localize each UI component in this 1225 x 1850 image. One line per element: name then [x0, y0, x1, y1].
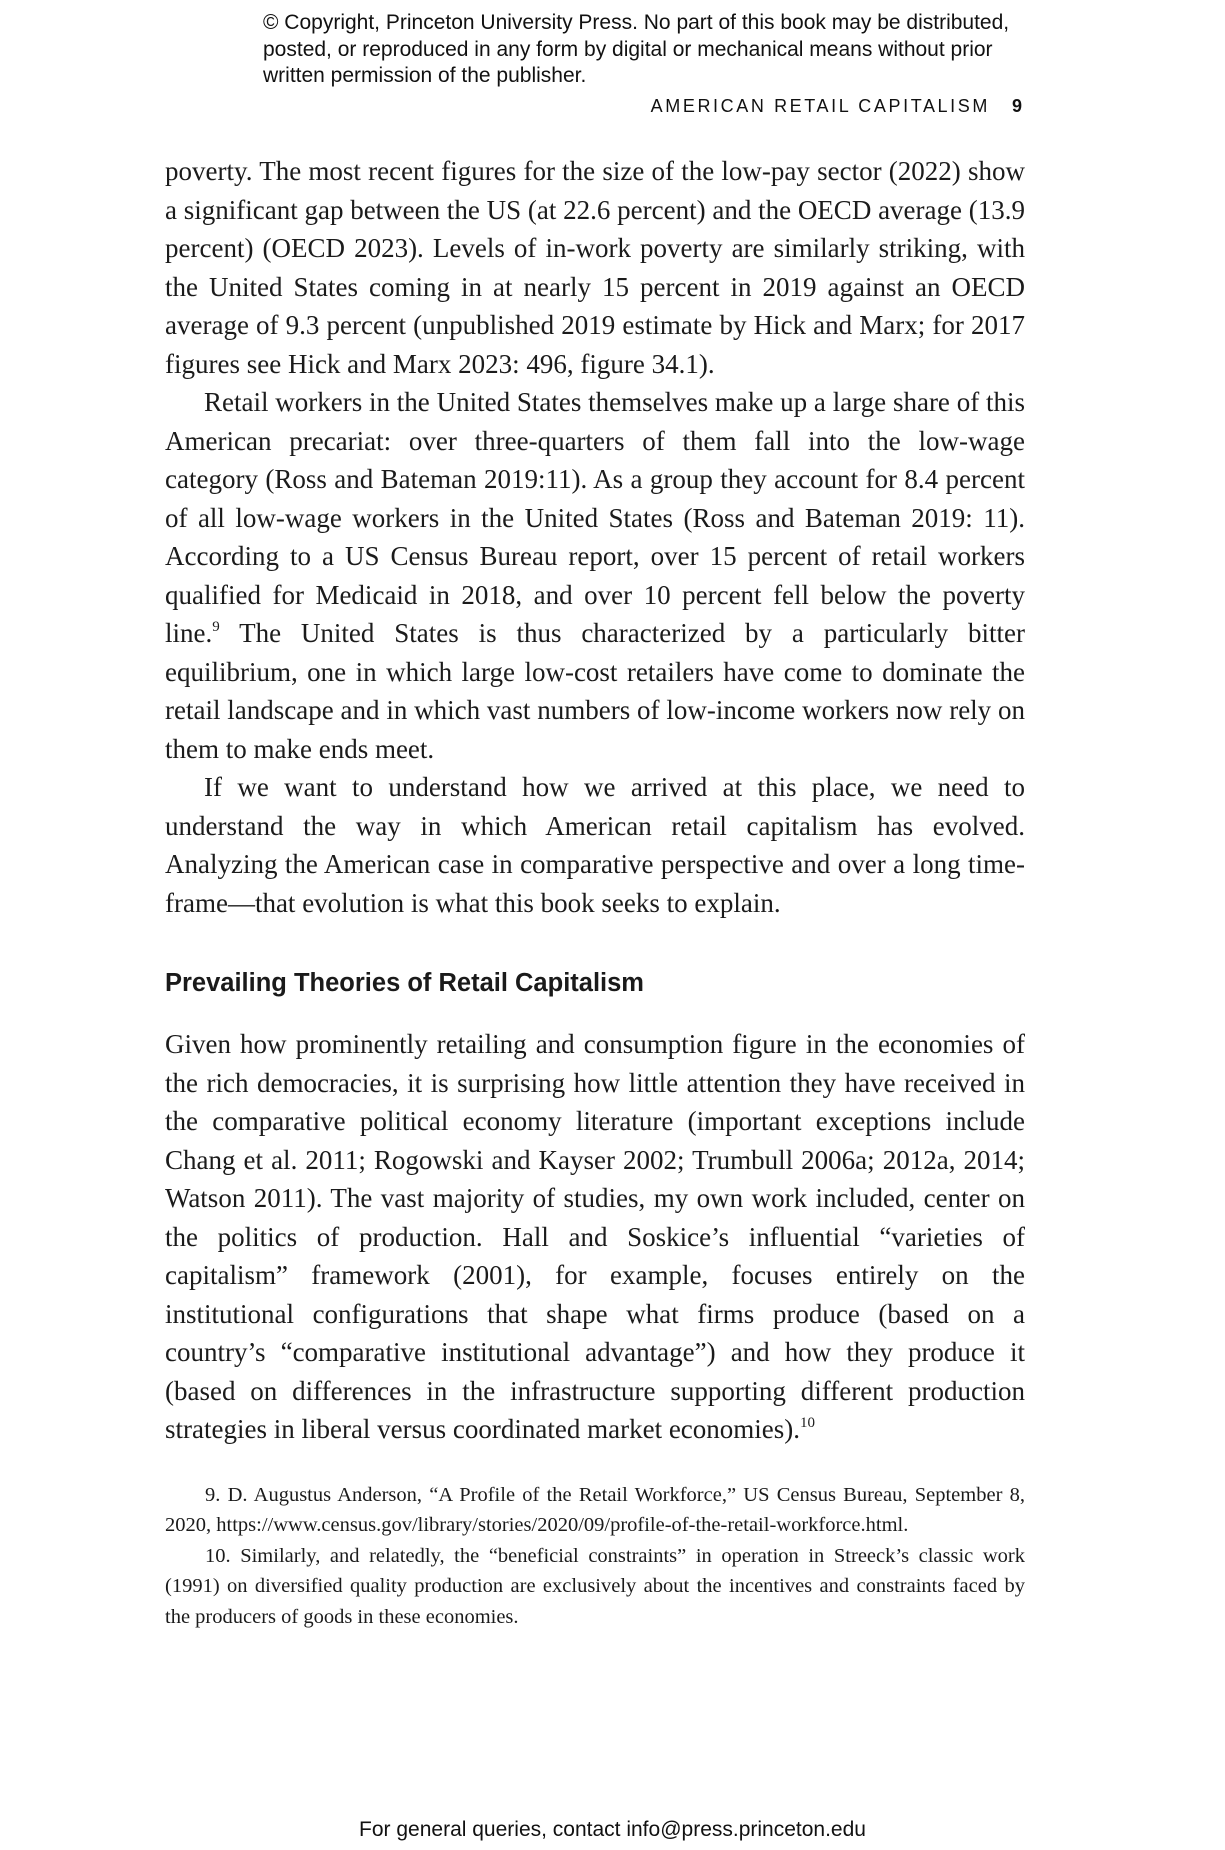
footnotes [165, 1480, 1025, 1633]
running-head [651, 96, 1022, 117]
copyright-notice: © Copyright, Princeton University Press. No part of this book may be distributed, posted, or reproduced in any form by digital or mechanical means without prior written permission of the publisher. [263, 11, 1010, 87]
footer-contact: For general queries, contact info@press.princeton.edu [359, 1818, 866, 1841]
page-number: 9 [1011, 96, 1022, 116]
body-text: Given how prominently retailing and consumption figure in the economies of the rich democracies, it is surprising how little attention they have received in the comparative political economy literature (important exceptions include Chang et al. 2011; Rogowski and Kayser 2002; Trumbull 2006a; 2012a, 2014; Watson 2011). The vast majority of studies, my own work included, center on the politics of production. Hall and Soskice’s influential “varieties of capitalism” framework (2001), for example, focuses entirely on the institutional configurations that shape what firms produce (based on a country’s “comparative institutional advantage”) and how they produce it (based on differences in the infrastructure supporting different production strategies in liberal versus coordinated market economies). [165, 1029, 1025, 1444]
body-paragraph [165, 383, 1025, 768]
body-paragraph [165, 1025, 1025, 1449]
footnote: 9. D. Augustus Anderson, “A Profile of the Retail Workforce,” US Census Bureau, September 8, 2020, https://www.census.gov/library/stories/2020/09/profile-of-the-retail-workforce.html. [165, 1483, 1025, 1536]
page-body [165, 152, 1025, 1632]
running-head-title: AMERICAN RETAIL CAPITALISM [650, 96, 990, 116]
body-paragraph: poverty. The most recent figures for the size of the low-pay sector (2022) show a significant gap between the US (at 22.6 percent) and the OECD average (13.9 percent) (OECD 2023). Levels of in-work poverty are similarly striking, with the United States coming in at nearly 15 percent in 2019 against an OECD average of 9.3 percent (unpublished 2019 estimate by Hick and Marx; for 2017 figures see Hick and Marx 2023: 496, figure 34.1). [165, 156, 1025, 379]
footnote: 10. Similarly, and relatedly, the “beneficial constraints” in operation in Streeck’s classic work (1991) on diversified quality production are exclusively about the incentives and constraints faced by the producers of goods in these economies. [165, 1544, 1025, 1628]
body-paragraph: If we want to understand how we arrived at this place, we need to understand the way in which American retail capitalism has evolved. Analyzing the American case in comparative perspective and over a long time-frame—that evolution is what this book seeks to explain. [165, 772, 1025, 918]
body-text: The United States is thus characterized by a particularly bitter equilibrium, one in which large low-cost retailers have come to dominate the retail landscape and in which vast numbers of low-income workers now rely on them to make ends meet. [165, 618, 1025, 764]
section-heading: Prevailing Theories of Retail Capitalism [165, 969, 644, 997]
footnote-ref[interactable]: 9 [212, 619, 220, 635]
body-text: Retail workers in the United States themselves make up a large share of this American precariat: over three-quarters of them fall into the low-wage category (Ross and Bateman 2019:11). As a group they account for 8.4 percent of all low-wage workers in the United States (Ross and Bateman 2019: 11). According to a US Census Bureau report, over 15 percent of retail workers qualified for Medicaid in 2018, and over 10 percent fell below the poverty line. [165, 387, 1025, 648]
footnote-ref[interactable]: 10 [800, 1415, 816, 1431]
